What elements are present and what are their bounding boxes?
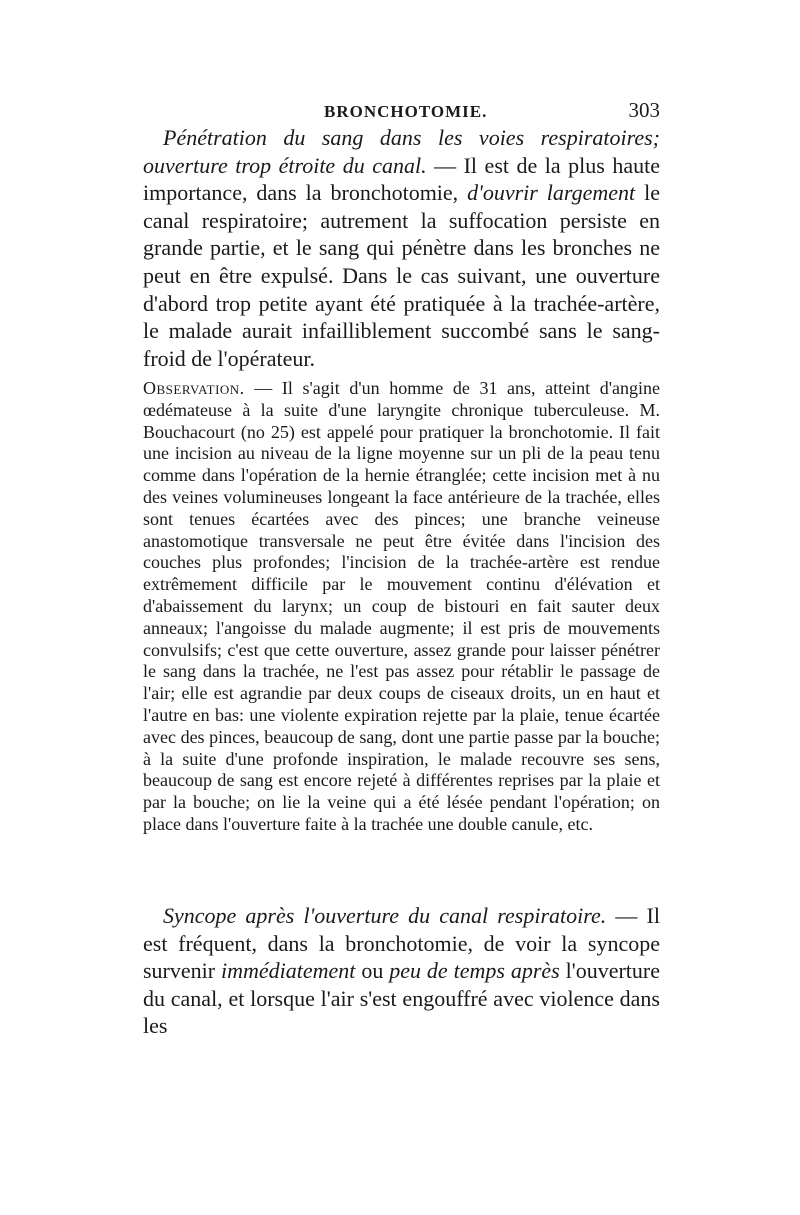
paragraph-text: — Il est de la plus haute importance, dans la bronchotomie,	[143, 152, 660, 206]
running-title: BRONCHOTOMIE.	[324, 102, 488, 121]
emphasis-text: immédiatement	[221, 958, 356, 984]
section-heading: Syncope après l'ouverture du canal respiratoire.	[163, 903, 607, 928]
page-header	[140, 98, 660, 126]
paragraph-text: le canal respiratoire; autrement la suffocation persiste en grande partie, et le sang qui pénètre dans les bronches ne peut en être expulsé. Dans le cas suivant, une ouverture d'abord trop petite ayant été pratiquée à la trachée-artère, le malade aurait infailliblement succombé sans le sang-froid de l'opérateur.	[143, 180, 660, 371]
section-heading: Pénétration du sang dans les voies respiratoires; ouverture trop étroite du canal.	[143, 125, 660, 178]
paragraph-syncope	[143, 902, 660, 1040]
page-number: 303	[628, 98, 660, 122]
emphasis-text: peu de temps après	[389, 958, 560, 984]
observation-label: Observation.	[143, 378, 245, 398]
observation-paragraph	[143, 378, 660, 836]
observation-text: — Il s'agit d'un homme de 31 ans, atteint d'angine œdémateuse à la suite d'une laryngite chronique tuberculeuse. M. Bouchacourt (no 25) est appelé pour pratiquer la bronchotomie. Il fait une incision au niveau de la ligne moyenne sur un pli de la peau tenu comme dans l'opération de la hernie étranglée; cette incision met à nu des veines volumineuses longeant la face antérieure de la trachée, elles sont tenues écartées avec des pinces; une branche veineuse anastomotique transversale ne peut être évitée dans l'incision des couches plus profondes; l'incision de la trachée-artère est rendue extrêmement difficile par le mouvement continu d'élévation et d'abaissement du larynx; un coup de bistouri en fait sauter deux anneaux; l'angoisse du malade augmente; il est pris de mouvements convulsifs; c'est que cette ouverture, assez grande pour laisser pénétrer le sang dans la trachée, ne l'est pas assez pour rétablir le passage de l'air; elle est agrandie par deux coups de ciseaux droits, un en haut et l'autre en bas: une violente expiration rejette par la plaie, tenue écartée avec des pinces, beaucoup de sang, dont une partie passe par la bouche; à la suite d'une profonde inspiration, le malade recouvre ses sens, beaucoup de sang est encore rejeté à différentes reprises par la plaie et par la bouche; on lie la veine qui a été lésée pendant l'opération; on place dans l'ouverture faite à la trachée une double canule, etc.	[143, 378, 660, 834]
paragraph-text: ou	[355, 958, 390, 984]
paragraph-text: l'ouverture du canal, et lorsque l'air s'est engouffré avec violence dans les	[143, 958, 661, 1039]
paragraph-penetration-du-sang	[143, 124, 660, 372]
emphasis-text: d'ouvrir largement	[467, 180, 636, 206]
paragraph-text: — Il est fréquent, dans la bronchotomie, de voir la syncope survenir	[143, 903, 660, 984]
